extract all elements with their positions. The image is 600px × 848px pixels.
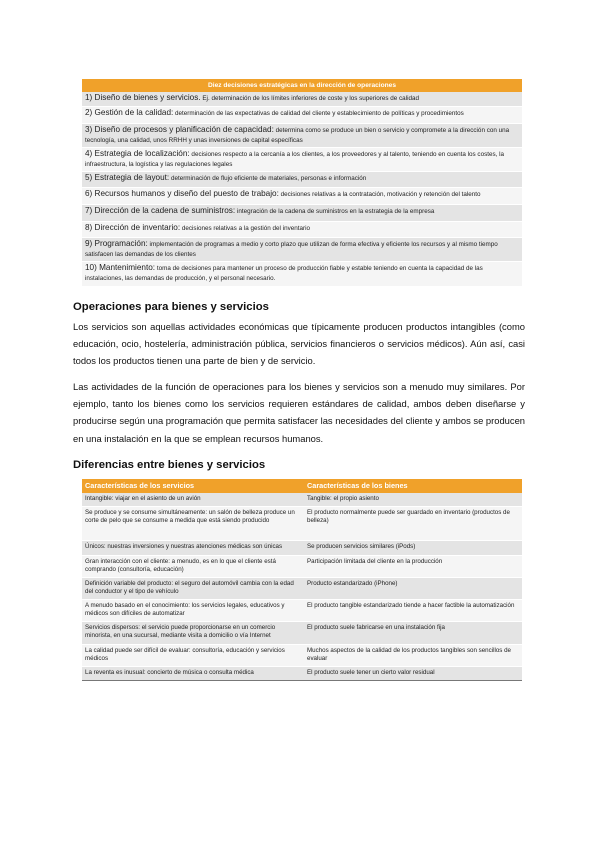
table-row: Únicos: nuestras inversiones y nuestras atenciones médicas son únicas Se producen servicios similares (iPods) — [82, 541, 522, 556]
table-row: Se produce y se consume simultáneamente: un salón de belleza produce un corte de pelo que se consume a medida que está siendo producido El producto normalmente puede ser guardado en inventario (productos de belleza) — [82, 507, 522, 541]
decisions-table — [82, 79, 522, 287]
table-row: La calidad puede ser difícil de evaluar: consultoría, educación y servicios médicos Muchos aspectos de la calidad de los productos tangibles son sencillos de evaluar — [82, 645, 522, 667]
differences-table — [82, 479, 522, 681]
paragraph-activities: Las actividades de la función de operaciones para los bienes y servicios son a menudo muy similares. Por ejemplo, tanto los bienes como los servicios requieren estándares de calidad, ambos deben diseñarse y producirse según una programación que permita satisfacer las necesidades del cliente y ambos se producen en una instalación en la que se emplean recursos humanos. — [73, 381, 525, 444]
table-row: 5) Estrategia de layout: determinación de flujo eficiente de materiales, personas e información — [82, 172, 522, 188]
table-row: 1) Diseño de bienes y servicios. Ej. determinación de los límites inferiores de coste y los superiores de calidad — [82, 92, 522, 107]
section-heading-differences: Diferencias entre bienes y servicios — [73, 459, 266, 471]
table-row: La reventa es inusual: concierto de música o consulta médica El producto suele tener un cierto valor residual — [82, 667, 522, 681]
table-row: 9) Programación: implementación de programas a medio y corto plazo que utilizan de forma efectiva y eficiente los recursos y al mismo tiempo satisfacen las demandas de los clientes — [82, 238, 522, 262]
table-row: A menudo basado en el conocimiento: los servicios legales, educativos y médicos son difíciles de automatizar El producto tangible estandarizado tiende a hacer factible la automatización — [82, 600, 522, 622]
table-row: Intangible: viajar en el asiento de un avión Tangible: el propio asiento — [82, 493, 522, 507]
table-row: 8) Dirección de inventario: decisiones relativas a la gestión del inventario — [82, 222, 522, 238]
table-row: Gran interacción con el cliente: a menudo, es en lo que el cliente está comprando (consultoría, educación) Participación limitada del cliente en la producción — [82, 556, 522, 578]
paragraph-services: Los servicios son aquellas actividades económicas que típicamente producen productos intangibles (como educación, ocio, hostelería, administración pública, servicios financieros o servicios médicos). Aún así, casi todos los productos tienen una parte de bien y de servicio. — [73, 321, 525, 367]
decisions-table-title: Diez decisiones estratégicas en la dirección de operaciones — [82, 79, 522, 92]
header-services: Características de los servicios — [85, 481, 195, 490]
table-header — [82, 479, 522, 493]
table-row: 3) Diseño de procesos y planificación de capacidad: determina como se produce un bien o servicio y compromete a la dirección con una tecnología, una calidad, unos RRHH y unas inversiones de capital específicas — [82, 124, 522, 148]
table-row: Definición variable del producto: el seguro del automóvil cambia con la edad del conductor y el tipo de vehículo Producto estandarizado (iPhone) — [82, 578, 522, 600]
table-row: 2) Gestión de la calidad: determinación de las expectativas de calidad del cliente y establecimiento de políticas y procedimientos — [82, 107, 522, 124]
table-row: 6) Recursos humanos y diseño del puesto de trabajo: decisiones relativas a la contratación, motivación y retención del talento — [82, 188, 522, 205]
table-row: Servicios dispersos: el servicio puede proporcionarse en un comercio minorista, en una sucursal, mediante visita a domicilio o vía Internet El producto suele fabricarse en una instalación fija — [82, 622, 522, 645]
table-row: 7) Dirección de la cadena de suministros: integración de la cadena de suministros en la estrategia de la empresa — [82, 205, 522, 222]
table-row: 4) Estrategia de localización: decisiones respecto a la cercanía a los clientes, a los proveedores y al talento, teniendo en cuenta los costes, la infraestructura, la logística y las regulaciones legales — [82, 148, 522, 172]
table-row: 10) Mantenimiento: toma de decisiones para mantener un proceso de producción fiable y estable teniendo en cuenta la capacidad de las instalaciones, las demandas de producción, y el personal necesario. — [82, 262, 522, 287]
header-goods: Características de los bienes — [307, 481, 408, 490]
section-heading-operations: Operaciones para bienes y servicios — [73, 301, 269, 313]
